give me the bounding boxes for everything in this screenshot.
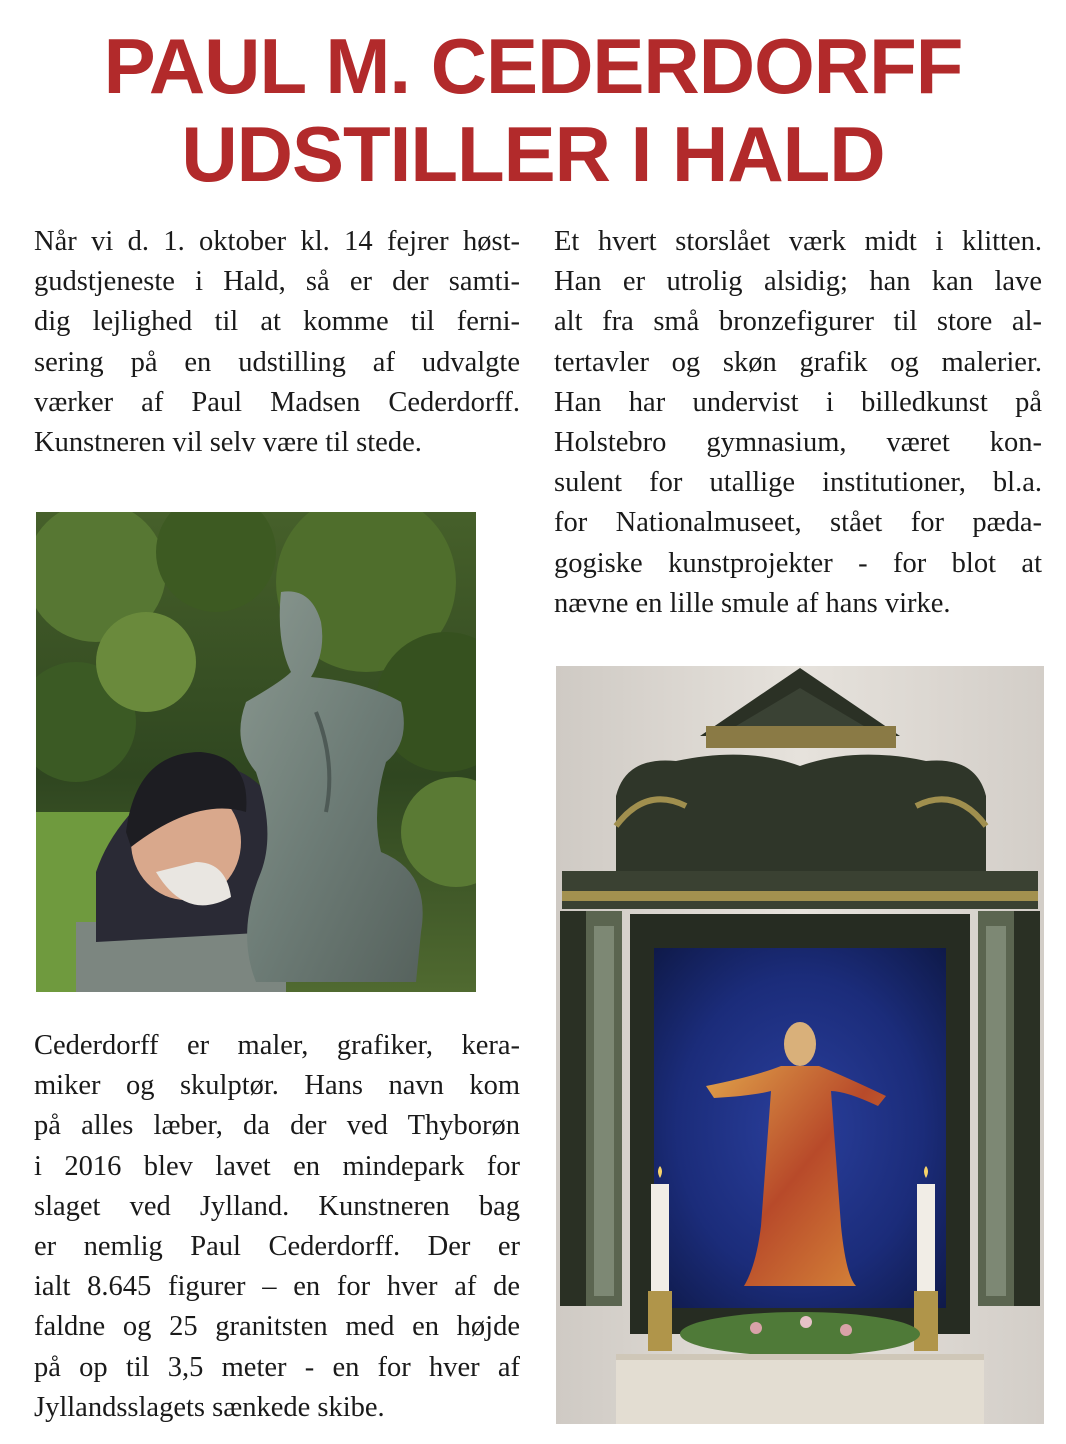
text-line: tertavler og skøn grafik og malerier. (554, 346, 1042, 378)
text-line: på op til 3,5 meter - en for hver af (34, 1351, 520, 1383)
paragraph-bio (34, 1026, 520, 1428)
text-line: for Nationalmuseet, stået for pæda- (554, 507, 1042, 539)
headline-line-2: UDSTILLER I HALD (181, 110, 885, 198)
text-line: sering på en udstilling af udvalgte (34, 346, 520, 378)
text-line: slaget ved Jylland. Kunstneren bag (34, 1190, 520, 1222)
text-line: sulent for utallige institutioner, bl.a. (554, 467, 1042, 499)
paragraph-career (554, 222, 1042, 624)
text-line: Når vi d. 1. oktober kl. 14 fejrer høst- (34, 226, 520, 257)
headline-line-1: PAUL M. CEDERDORFF (103, 22, 963, 110)
text-line: i 2016 blev lavet en mindepark for (34, 1150, 520, 1182)
text-line: miker og skulptør. Hans navn kom (34, 1070, 520, 1102)
artist-with-sculpture-photo (36, 512, 476, 992)
text-line: er nemlig Paul Cederdorff. Der er (34, 1231, 520, 1263)
headline (0, 22, 1066, 198)
text-line: Han er utrolig alsidig; han kan lave (554, 266, 1042, 298)
text-line: gogiske kunstprojekter - for blot at (554, 547, 1042, 579)
text-line: Et hvert storslået værk midt i klitten. (554, 226, 1042, 257)
text-line: værker af Paul Madsen Cederdorff. (34, 386, 520, 418)
text-line: alt fra små bronzefigurer til store al- (554, 306, 1042, 338)
text-line: gudstjeneste i Hald, så er der samti- (34, 266, 520, 298)
text-line: dig lejlighed til at komme til ferni- (34, 306, 520, 338)
text-line: Kunstneren vil selv være til stede. (34, 427, 422, 459)
text-line: Han har undervist i billedkunst på (554, 386, 1042, 418)
altarpiece-photo (556, 666, 1044, 1424)
text-line: faldne og 25 granitsten med en højde (34, 1311, 520, 1343)
text-line: Holstebro gymnasium, været kon- (554, 427, 1042, 459)
text-line: nævne en lille smule af hans virke. (554, 587, 951, 619)
text-line: på alles læber, da der ved Thyborøn (34, 1110, 520, 1142)
text-line: Cederdorff er maler, grafiker, kera- (34, 1030, 520, 1061)
text-line: ialt 8.645 figurer – en for hver af de (34, 1271, 520, 1303)
text-line: Jyllandsslagets sænkede skibe. (34, 1391, 385, 1423)
paragraph-intro (34, 222, 520, 463)
